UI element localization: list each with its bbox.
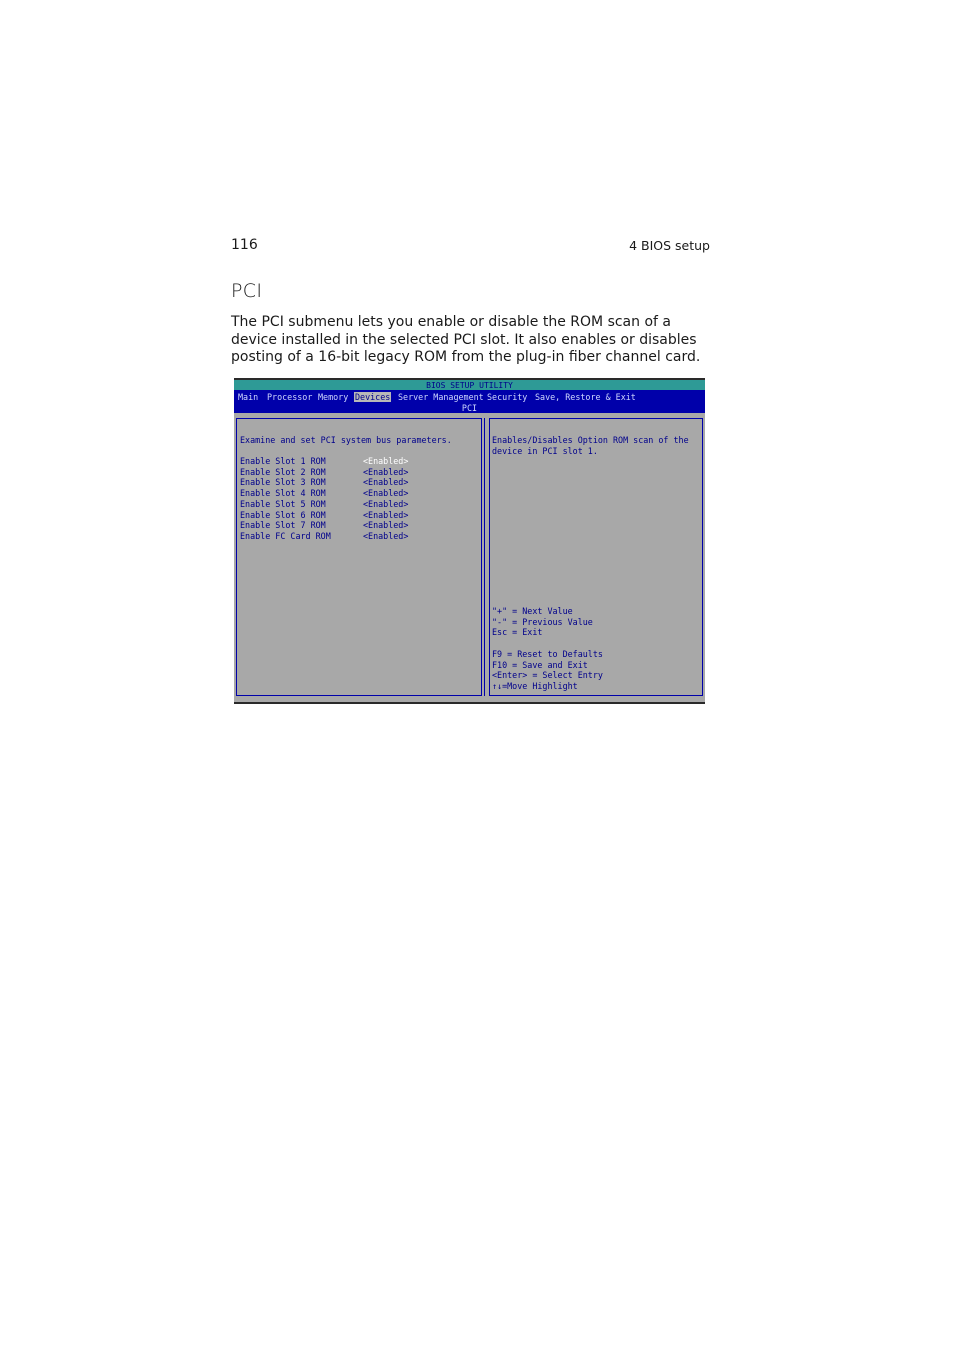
bios-option-value[interactable]: <Enabled> xyxy=(363,466,409,477)
bios-help-line: Enables/Disables Option ROM scan of the xyxy=(492,435,689,445)
bios-option-value[interactable]: <Enabled> xyxy=(363,509,409,520)
page-number: 116 xyxy=(231,237,258,253)
bios-panel-divider xyxy=(484,418,485,696)
bios-option-value[interactable]: <Enabled> xyxy=(363,498,409,509)
bios-option-row[interactable] xyxy=(240,531,480,542)
intro-paragraph: The PCI submenu lets you enable or disable the ROM scan of a device installed in the selected PCI slot. It also enables or disables posting of a 16-bit legacy ROM from the plug-in fiber channel card. xyxy=(231,314,701,366)
bios-option-label: Enable Slot 3 ROM xyxy=(240,477,326,488)
bios-option-row[interactable] xyxy=(240,477,480,488)
bios-menu-save-restore-exit[interactable]: Save, Restore & Exit xyxy=(535,392,636,402)
bios-help-panel xyxy=(489,418,703,696)
bios-option-row[interactable] xyxy=(240,520,480,531)
bios-option-value[interactable]: <Enabled> xyxy=(363,477,409,488)
bios-option-row[interactable] xyxy=(240,456,480,467)
bios-menu-bar xyxy=(234,390,705,413)
bios-key-hint: F9 = Reset to Defaults xyxy=(492,648,603,659)
bios-option-row[interactable] xyxy=(240,510,480,521)
bios-option-label: Enable FC Card ROM xyxy=(240,530,331,541)
bios-option-label: Enable Slot 6 ROM xyxy=(240,509,326,520)
bios-option-row[interactable] xyxy=(240,488,480,499)
bios-menu-main[interactable]: Main xyxy=(238,392,259,402)
bios-option-label: Enable Slot 1 ROM xyxy=(240,456,326,466)
bios-option-row[interactable] xyxy=(240,467,480,478)
bios-option-label: Enable Slot 4 ROM xyxy=(240,488,326,499)
bios-option-value[interactable]: <Enabled> xyxy=(363,520,409,531)
bios-options-panel xyxy=(236,418,482,696)
bios-menu-devices[interactable]: Devices xyxy=(355,392,391,402)
bios-title-bar: BIOS SETUP UTILITY xyxy=(234,378,705,390)
chapter-title: 4 BIOS setup xyxy=(629,238,710,253)
bios-help-line: device in PCI slot 1. xyxy=(492,445,598,456)
bios-key-hint: <Enter> = Select Entry xyxy=(492,670,603,681)
bios-menu-server-management[interactable]: Server Management xyxy=(398,392,484,402)
bios-menu-processor[interactable]: Processor xyxy=(267,392,313,402)
bios-option-row[interactable] xyxy=(240,499,480,510)
bios-option-value[interactable]: <Enabled> xyxy=(363,530,409,541)
bios-key-hint: "-" = Previous Value xyxy=(492,616,593,627)
bios-key-hint: F10 = Save and Exit xyxy=(492,659,588,670)
bios-option-value[interactable]: <Enabled> xyxy=(363,488,409,499)
bios-key-hint: "+" = Next Value xyxy=(492,606,573,616)
bios-key-hint: ↑↓=Move Highlight xyxy=(492,680,578,691)
bios-screenshot xyxy=(234,378,705,704)
bios-key-hint: Esc = Exit xyxy=(492,627,543,638)
bios-option-label: Enable Slot 5 ROM xyxy=(240,498,326,509)
bios-menu-security[interactable]: Security xyxy=(487,392,528,402)
bios-option-label: Enable Slot 2 ROM xyxy=(240,466,326,477)
section-title: PCI xyxy=(231,280,263,302)
bios-panel-description: Examine and set PCI system bus parameters. xyxy=(240,435,452,445)
bios-option-value[interactable]: <Enabled> xyxy=(363,456,409,466)
bios-submenu-title: PCI xyxy=(461,403,478,413)
bios-menu-memory[interactable]: Memory xyxy=(318,392,349,402)
bios-option-label: Enable Slot 7 ROM xyxy=(240,520,326,531)
